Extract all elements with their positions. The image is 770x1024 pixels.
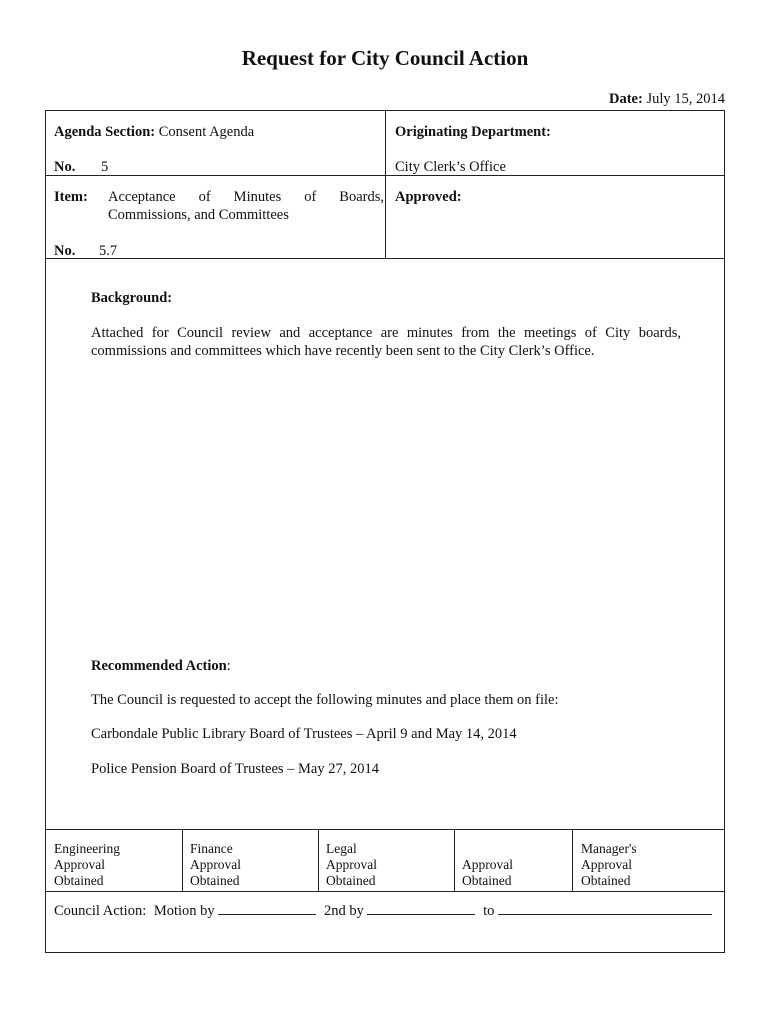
approval-line: Obtained <box>462 873 512 888</box>
divider-column <box>385 111 386 258</box>
recommended-action-heading <box>91 657 681 675</box>
divider-approval-2 <box>318 829 319 891</box>
item-value: Acceptance of Minutes of Boards, Commissions, and Committees <box>108 189 384 223</box>
recommended-action-label: Recommended Action <box>91 658 227 674</box>
agenda-section <box>54 123 254 141</box>
motion-by-label: Motion by <box>153 903 215 919</box>
divider-approval-4 <box>572 829 573 891</box>
recommended-action-line: Carbondale Public Library Board of Trustees – April 9 and May 14, 2014 <box>91 726 517 742</box>
agenda-number-label: No. <box>54 159 76 175</box>
approval-line: Approval <box>462 857 513 872</box>
approval-line: Engineering <box>54 841 120 856</box>
approval-line <box>462 841 513 857</box>
to-label: to <box>483 903 495 919</box>
originating-department-label: Originating Department: <box>395 124 551 140</box>
approval-line: Obtained <box>190 873 240 888</box>
approval-line: Obtained <box>581 873 631 888</box>
approval-line: Approval <box>326 857 377 872</box>
approval-finance <box>190 841 241 889</box>
item-number-value: 5.7 <box>98 243 118 259</box>
second-by-field[interactable] <box>367 902 475 915</box>
council-action-line <box>54 902 712 920</box>
approval-line: Obtained <box>326 873 376 888</box>
divider-approvals <box>46 891 724 892</box>
date-value: July 15, 2014 <box>646 91 725 107</box>
approval-line: Manager's <box>581 841 637 856</box>
approval-legal <box>326 841 377 889</box>
divider-body <box>46 829 724 830</box>
approval-line: Approval <box>190 857 241 872</box>
item-number-label: No. <box>54 243 76 259</box>
item-label: Item: <box>54 189 88 205</box>
page-title: Request for City Council Action <box>241 46 529 70</box>
approval-line: Approval <box>581 857 632 872</box>
agenda-section-label: Agenda Section: <box>54 124 156 140</box>
approval-line: Obtained <box>54 873 104 888</box>
approval-line: Finance <box>190 841 233 856</box>
form-frame <box>45 110 725 953</box>
recommended-action-colon: : <box>226 658 231 674</box>
approval-line: Legal <box>326 841 357 856</box>
to-field[interactable] <box>498 902 712 915</box>
recommended-action-line: Police Pension Board of Trustees – May 27, 2014 <box>91 761 379 777</box>
second-by-label: 2nd by <box>323 903 364 919</box>
agenda-number-value: 5 <box>100 159 109 175</box>
background-text: Attached for Council review and acceptance are minutes from the meetings of City boards, commissions and committees which have recently been sent to the City Clerk’s Office. <box>91 325 681 359</box>
approval-blank <box>462 841 513 889</box>
originating-department-value: City Clerk’s Office <box>395 159 506 175</box>
background-heading: Background: <box>91 290 173 306</box>
divider-approval-1 <box>182 829 183 891</box>
approved-label: Approved: <box>395 189 462 205</box>
approval-line: Approval <box>54 857 105 872</box>
approval-manager <box>581 841 637 889</box>
approval-engineering <box>54 841 120 889</box>
agenda-section-value: Consent Agenda <box>158 124 255 140</box>
council-action-label: Council Action: <box>54 903 147 919</box>
item-number <box>54 242 117 260</box>
motion-by-field[interactable] <box>218 902 316 915</box>
date-label: Date: <box>609 91 643 107</box>
recommended-action-intro: The Council is requested to accept the following minutes and place them on file: <box>91 692 559 708</box>
date-line <box>609 91 725 108</box>
divider-approval-3 <box>454 829 455 891</box>
agenda-number <box>54 158 108 176</box>
divider-item <box>46 258 724 259</box>
